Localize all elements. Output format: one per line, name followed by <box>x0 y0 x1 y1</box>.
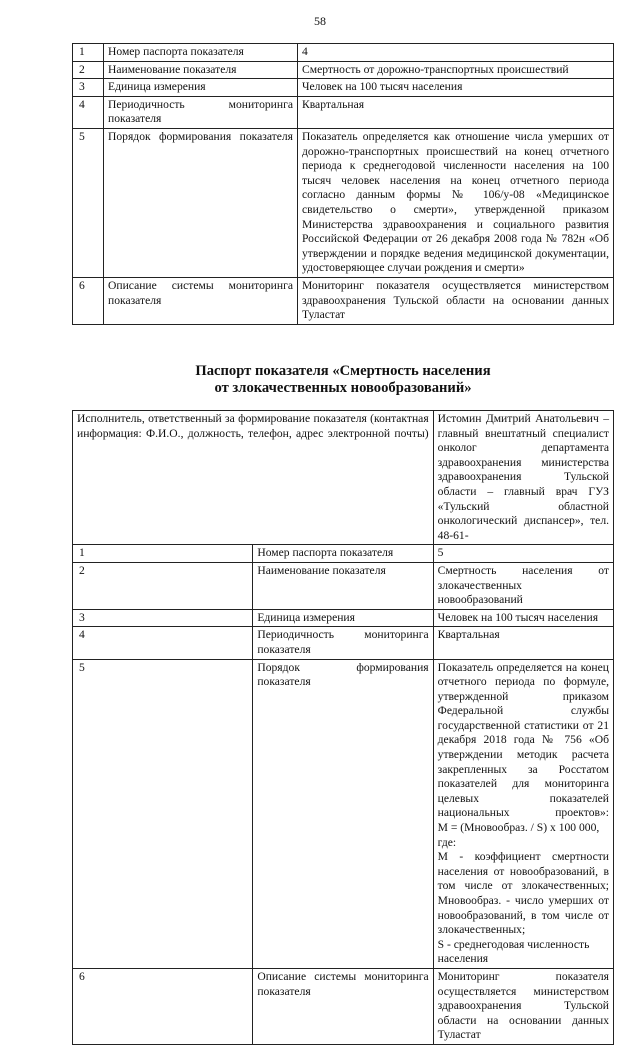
heading-line-1: Паспорт показателя «Смертность населения <box>195 363 491 379</box>
formula-intro: Показатель определяется на конец отчетного периода по формуле, утвержденной приказом Федеральной службы государственной статистики от 21 декабря 2018 года № 756 «Об утверждении методик расчета закрепленных за Росстатом показателей для мониторинга целевых показателей национальных проектов»: <box>437 660 609 820</box>
row-value: Смертность населения от злокачественных новообразований <box>433 562 613 609</box>
table-row <box>73 61 614 79</box>
row-number: 1 <box>73 44 104 62</box>
row-label: Порядок формирования показателя <box>253 659 433 968</box>
row-label: Наименование показателя <box>104 61 298 79</box>
row-number: 4 <box>73 96 104 128</box>
row-number: 1 <box>73 545 253 563</box>
table-row <box>73 609 614 627</box>
formula-definition-m: M - коэффициент смертности населения от новообразований, в том числе от злокачественных; <box>437 850 609 893</box>
row-label: Периодичность мониторинга показателя <box>253 627 433 659</box>
row-number: 5 <box>73 659 253 968</box>
row-label: Номер паспорта показателя <box>253 545 433 563</box>
executor-value: Истомин Дмитрий Анатольевич – главный внештатный специалист онколог департамента здравоохранения министерства здравоохранения Тульской области – главный врач ГУЗ «Тульский областной онкологический диспансер», тел. 48-61- <box>433 411 613 545</box>
table-row <box>73 96 614 128</box>
table-row <box>73 659 614 968</box>
row-number: 6 <box>73 277 104 324</box>
heading-line-2: от злокачественных новообразований» <box>214 380 472 396</box>
row-number: 3 <box>73 79 104 97</box>
row-label: Единица измерения <box>253 609 433 627</box>
row-value: Человек на 100 тысяч населения <box>433 609 613 627</box>
row-value: 4 <box>298 44 614 62</box>
row-label: Порядок формирования показателя <box>104 128 298 277</box>
row-number: 2 <box>73 562 253 609</box>
row-value: Смертность от дорожно-транспортных происшествий <box>298 61 614 79</box>
row-label: Описание системы мониторинга показателя <box>104 277 298 324</box>
table-row <box>73 968 614 1044</box>
indicator-passport-table-2 <box>72 410 614 1045</box>
table-row <box>73 128 614 277</box>
executor-row <box>73 411 614 545</box>
row-value: Мониторинг показателя осуществляется министерством здравоохранения Тульской области на основании данных Туластат <box>433 968 613 1044</box>
row-value <box>433 659 613 968</box>
table-row <box>73 562 614 609</box>
row-number: 4 <box>73 627 253 659</box>
row-value: Квартальная <box>433 627 613 659</box>
table-row <box>73 545 614 563</box>
passport-heading <box>72 363 614 397</box>
row-label: Наименование показателя <box>253 562 433 609</box>
row-value: Показатель определяется как отношение числа умерших от дорожно-транспортных происшествий на конец отчетного периода к среднегодовой численности населения на 100 тысяч человек населения на конец отчетного периода согласно данным формы № 106/у-08 «Медицинское свидетельство о смерти», утвержденной приказом Министерства здравоохранения и социального развития Российской Федерации от 26 декабря 2008 года № 782н «Об утверждении и порядке ведения медицинской документации, удостоверяющее случаи рождения и смерти» <box>298 128 614 277</box>
executor-label: Исполнитель, ответственный за формирование показателя (контактная информация: Ф.И.О., должность, телефон, адрес электронной почты) <box>73 411 434 545</box>
formula: M = (Мновообраз. / S) x 100 000, где: <box>437 821 600 849</box>
row-label: Периодичность мониторинга показателя <box>104 96 298 128</box>
row-label: Номер паспорта показателя <box>104 44 298 62</box>
row-label: Единица измерения <box>104 79 298 97</box>
table-row <box>73 79 614 97</box>
row-number: 3 <box>73 609 253 627</box>
row-value: Квартальная <box>298 96 614 128</box>
row-number: 2 <box>73 61 104 79</box>
table-row <box>73 277 614 324</box>
page-number: 58 <box>314 14 326 28</box>
row-value: Человек на 100 тысяч населения <box>298 79 614 97</box>
row-number: 5 <box>73 128 104 277</box>
formula-definition-mnovoobraz: Мновообраз. - число умерших от новообразований, в том числе от злокачественных; <box>437 894 609 937</box>
row-number: 6 <box>73 968 253 1044</box>
indicator-passport-table-1 <box>72 43 614 325</box>
row-label: Описание системы мониторинга показателя <box>253 968 433 1044</box>
table-row <box>73 627 614 659</box>
formula-definition-s: S - среднегодовая численность населения <box>437 937 590 966</box>
row-value: 5 <box>433 545 613 563</box>
row-value: Мониторинг показателя осуществляется министерством здравоохранения Тульской области на основании данных Туластат <box>298 277 614 324</box>
table-row <box>73 44 614 62</box>
